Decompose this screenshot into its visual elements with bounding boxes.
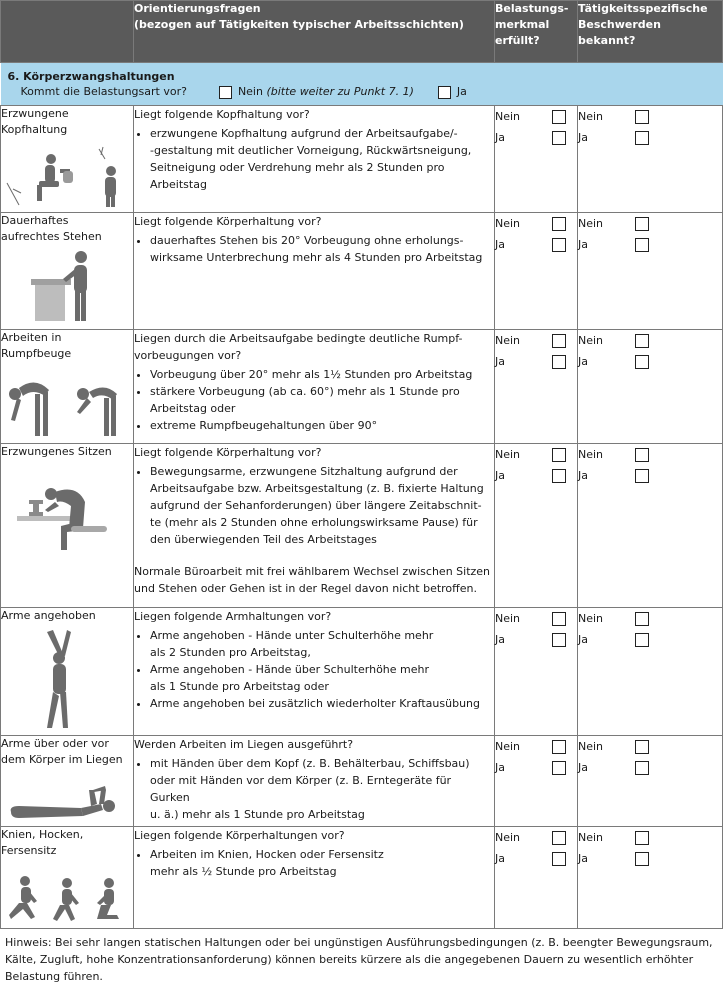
section-no-checkbox[interactable] [219, 86, 232, 99]
complaints-yes-checkbox[interactable] [635, 761, 649, 775]
row-question: Liegen durch die Arbeitsaufgabe bedingte deutliche Rumpf- vorbeugungen vor? [134, 332, 463, 362]
complaints-no-checkbox[interactable] [635, 217, 649, 231]
kneeling-workers-icon [5, 875, 129, 925]
row-question: Werden Arbeiten im Liegen ausgeführt? [134, 738, 354, 751]
answer-no-label: Nein [578, 110, 604, 123]
answer-no-label: Nein [495, 217, 521, 230]
table-row [1, 106, 723, 213]
row-bullet: • mit Händen über dem Kopf (z. B. Behälterbau, Schiffsbau) oder mit Händen vor dem Körper (z. B. Erntegeräte für Gurken u. ä.) mehr als 1 Stunde pro Arbeitstag [150, 755, 494, 823]
criterion-no-checkbox[interactable] [552, 334, 566, 348]
header-category [1, 1, 134, 63]
answer-yes-label: Ja [578, 633, 588, 646]
criterion-yes-checkbox[interactable] [552, 761, 566, 775]
answer-no-label: Nein [495, 448, 521, 461]
row-bullet: • Arme angehoben - Hände unter Schulterhöhe mehr als 2 Stunden pro Arbeitstag, [150, 627, 494, 661]
answer-yes-label: Ja [578, 852, 588, 865]
section-title: 6. Körperzwangshaltungen [7, 70, 175, 83]
row-bullet: • Arme angehoben bei zusätzlich wiederholter Kraftausübung [150, 695, 494, 712]
criterion-yes-checkbox[interactable] [552, 238, 566, 252]
answer-yes-label: Ja [495, 238, 505, 251]
criterion-no-checkbox[interactable] [552, 110, 566, 124]
table-row [1, 444, 723, 608]
answer-no-label: Nein [495, 334, 521, 347]
row-label: Erzwungenes Sitzen [1, 445, 112, 458]
answer-no-label: Nein [578, 612, 604, 625]
answer-yes-label: Ja [495, 131, 505, 144]
table-row [1, 608, 723, 736]
row-note: Normale Büroarbeit mit frei wählbarem Wechsel zwischen Sitzen und Stehen oder Gehen ist in der Regel davon nicht betroffen. [134, 565, 491, 595]
row-bullet: • erzwungene Kopfhaltung aufgrund der Arbeitsaufgabe/- -gestaltung mit deutlicher Vorneigung, Rückwärtsneigung, Seitneigung oder Verdrehung mehr als 2 Stunden pro Arbeitstag [150, 125, 494, 193]
answer-yes-label: Ja [578, 469, 588, 482]
section-no-hint: (bitte weiter zu Punkt 7. 1) [266, 85, 414, 98]
row-question: Liegen folgende Körperhaltungen vor? [134, 829, 345, 842]
criterion-yes-checkbox[interactable] [552, 852, 566, 866]
neck-posture-icon [5, 143, 125, 207]
answer-yes-label: Ja [495, 852, 505, 865]
answer-no-label: Nein [578, 217, 604, 230]
complaints-no-checkbox[interactable] [635, 110, 649, 124]
answer-yes-label: Ja [578, 131, 588, 144]
answer-no-label: Nein [495, 612, 521, 625]
criterion-yes-checkbox[interactable] [552, 355, 566, 369]
row-bullet: • dauerhaftes Stehen bis 20° Vorbeugung ohne erholungs- wirksame Unterbrechung mehr als 4 Stunden pro Arbeitstag [150, 232, 494, 266]
header-criterion-fulfilled: Belastungs- merkmal erfüllt? [495, 1, 578, 63]
hinweis-note: Hinweis: Bei sehr langen statischen Haltungen oder bei ungünstigen Ausführungsbedingungen (z. B. beengter Bewegungsraum, Kälte, Zugluft, hohe Konzentrationsanforderung) können bereits kürzere als die angegebenen Dauern zu wesentlich erhöhter Belastung führen. [5, 936, 713, 983]
criterion-no-checkbox[interactable] [552, 612, 566, 626]
row-question: Liegen folgende Armhaltungen vor? [134, 610, 332, 623]
answer-yes-label: Ja [495, 761, 505, 774]
row-label: Knien, Hocken, Fersensitz [1, 828, 84, 857]
answer-yes-label: Ja [495, 355, 505, 368]
complaints-no-checkbox[interactable] [635, 831, 649, 845]
criterion-no-checkbox[interactable] [552, 831, 566, 845]
row-label: Arme über oder vor dem Körper im Liegen [1, 737, 123, 766]
row-label: Dauerhaftes aufrechtes Stehen [1, 214, 102, 243]
criterion-yes-checkbox[interactable] [552, 469, 566, 483]
microscope-sitting-icon [5, 480, 129, 556]
answer-no-label: Nein [495, 110, 521, 123]
answer-no-label: Nein [495, 831, 521, 844]
answer-no-label: Nein [578, 831, 604, 844]
complaints-no-checkbox[interactable] [635, 334, 649, 348]
answer-yes-label: Ja [578, 761, 588, 774]
criterion-no-checkbox[interactable] [552, 740, 566, 754]
criterion-no-checkbox[interactable] [552, 448, 566, 462]
row-bullet: • Arbeiten im Knien, Hocken oder Fersensitz mehr als ½ Stunde pro Arbeitstag [150, 846, 494, 880]
lying-worker-icon [5, 778, 129, 822]
section-yes-checkbox[interactable] [438, 86, 451, 99]
row-label: Arbeiten in Rumpfbeuge [1, 331, 72, 360]
table-row [1, 213, 723, 330]
row-bullet: • stärkere Vorbeugung (ab ca. 60°) mehr als 1 Stunde pro Arbeitstag oder [150, 383, 494, 417]
answer-no-label: Nein [495, 740, 521, 753]
section-header-row [1, 63, 723, 106]
standing-worker-icon [29, 249, 109, 325]
raised-arms-icon [33, 628, 93, 732]
table-row [1, 330, 723, 444]
row-bullet: • Vorbeugung über 20° mehr als 1½ Stunden pro Arbeitstag [150, 366, 494, 383]
complaints-yes-checkbox[interactable] [635, 633, 649, 647]
header-complaints-known: Tätigkeitsspezifische Beschwerden bekannt? [578, 1, 723, 63]
section-question: Kommt die Belastungsart vor? [20, 85, 187, 98]
table-row [1, 827, 723, 929]
complaints-yes-checkbox[interactable] [635, 355, 649, 369]
row-bullet: • extreme Rumpfbeugehaltungen über 90° [150, 417, 494, 434]
answer-yes-label: Ja [578, 355, 588, 368]
criterion-yes-checkbox[interactable] [552, 131, 566, 145]
row-bullet: • Bewegungsarme, erzwungene Sitzhaltung aufgrund der Arbeitsaufgabe bzw. Arbeitsgestaltung (z. B. fixierte Haltung aufgrund der Sehanforderungen) über längere Zeitabschnit- te (mehr als 2 Stunden ohne erholungswirksame Pause) für den überwiegenden Teil des Arbeitstages [150, 463, 494, 548]
complaints-yes-checkbox[interactable] [635, 852, 649, 866]
complaints-yes-checkbox[interactable] [635, 469, 649, 483]
row-question: Liegt folgende Körperhaltung vor? [134, 446, 322, 459]
criterion-yes-checkbox[interactable] [552, 633, 566, 647]
criterion-no-checkbox[interactable] [552, 217, 566, 231]
row-label: Arme angehoben [1, 609, 96, 622]
section-no-label: Nein [237, 85, 263, 98]
row-question: Liegt folgende Körperhaltung vor? [134, 215, 322, 228]
complaints-yes-checkbox[interactable] [635, 131, 649, 145]
answer-no-label: Nein [578, 448, 604, 461]
section-yes-label: Ja [456, 85, 467, 98]
complaints-no-checkbox[interactable] [635, 612, 649, 626]
answer-no-label: Nein [578, 334, 604, 347]
table-row [1, 736, 723, 827]
complaints-no-checkbox[interactable] [635, 740, 649, 754]
complaints-yes-checkbox[interactable] [635, 238, 649, 252]
row-label: Erzwungene Kopfhaltung [1, 107, 69, 136]
row-question: Liegt folgende Kopfhaltung vor? [134, 108, 310, 121]
answer-yes-label: Ja [495, 633, 505, 646]
answer-yes-label: Ja [495, 469, 505, 482]
bending-worker-icon [5, 364, 129, 440]
row-bullet: • Arme angehoben - Hände über Schulterhöhe mehr als 1 Stunde pro Arbeitstag oder [150, 661, 494, 695]
header-orientation-questions: Orientierungsfragen (bezogen auf Tätigkeiten typischer Arbeitsschichten) [134, 1, 495, 63]
answer-yes-label: Ja [578, 238, 588, 251]
complaints-no-checkbox[interactable] [635, 448, 649, 462]
answer-no-label: Nein [578, 740, 604, 753]
